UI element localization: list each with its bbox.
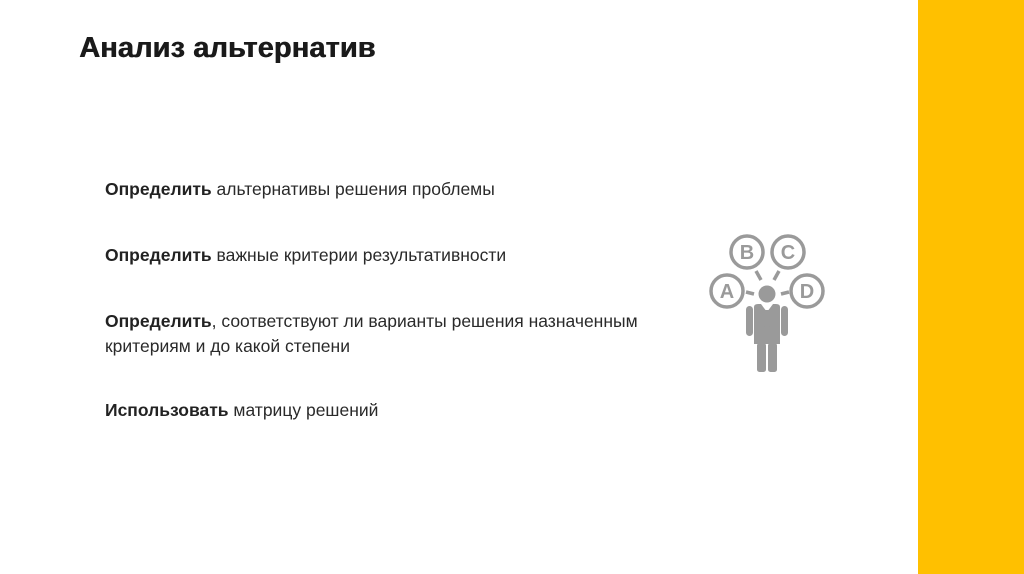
connector-line xyxy=(781,292,789,294)
accent-bar xyxy=(918,0,1024,574)
connector-line xyxy=(756,271,761,280)
option-d-label: D xyxy=(799,281,815,303)
option-b-label: B xyxy=(739,242,755,264)
person-arm xyxy=(746,306,753,336)
bullet-keyword: Использовать xyxy=(105,400,229,420)
option-a-label: A xyxy=(719,281,735,303)
bullet-item xyxy=(105,309,665,359)
connector-line xyxy=(746,292,754,294)
bullet-text: матрицу решений xyxy=(228,400,379,420)
person-choosing-options-icon xyxy=(700,228,840,378)
bullet-keyword: Определить xyxy=(105,311,212,331)
person-arm xyxy=(781,306,788,336)
bullet-item xyxy=(105,243,665,268)
bullet-keyword: Определить xyxy=(105,245,212,265)
bullet-keyword: Определить xyxy=(105,179,212,199)
slide-title: Анализ альтернатив xyxy=(79,32,376,64)
bullet-text: , соответствуют ли варианты решения назначенным критериям и до какой степени xyxy=(105,311,638,356)
person-head xyxy=(759,286,776,303)
bullet-text: альтернативы решения проблемы xyxy=(211,179,495,199)
bullet-item xyxy=(105,398,665,423)
person-leg xyxy=(768,343,777,372)
bullet-item xyxy=(105,177,665,202)
bullet-text: важные критерии результативности xyxy=(211,245,507,265)
option-c-label: C xyxy=(780,242,796,264)
person-leg xyxy=(757,343,766,372)
connector-line xyxy=(774,271,779,280)
